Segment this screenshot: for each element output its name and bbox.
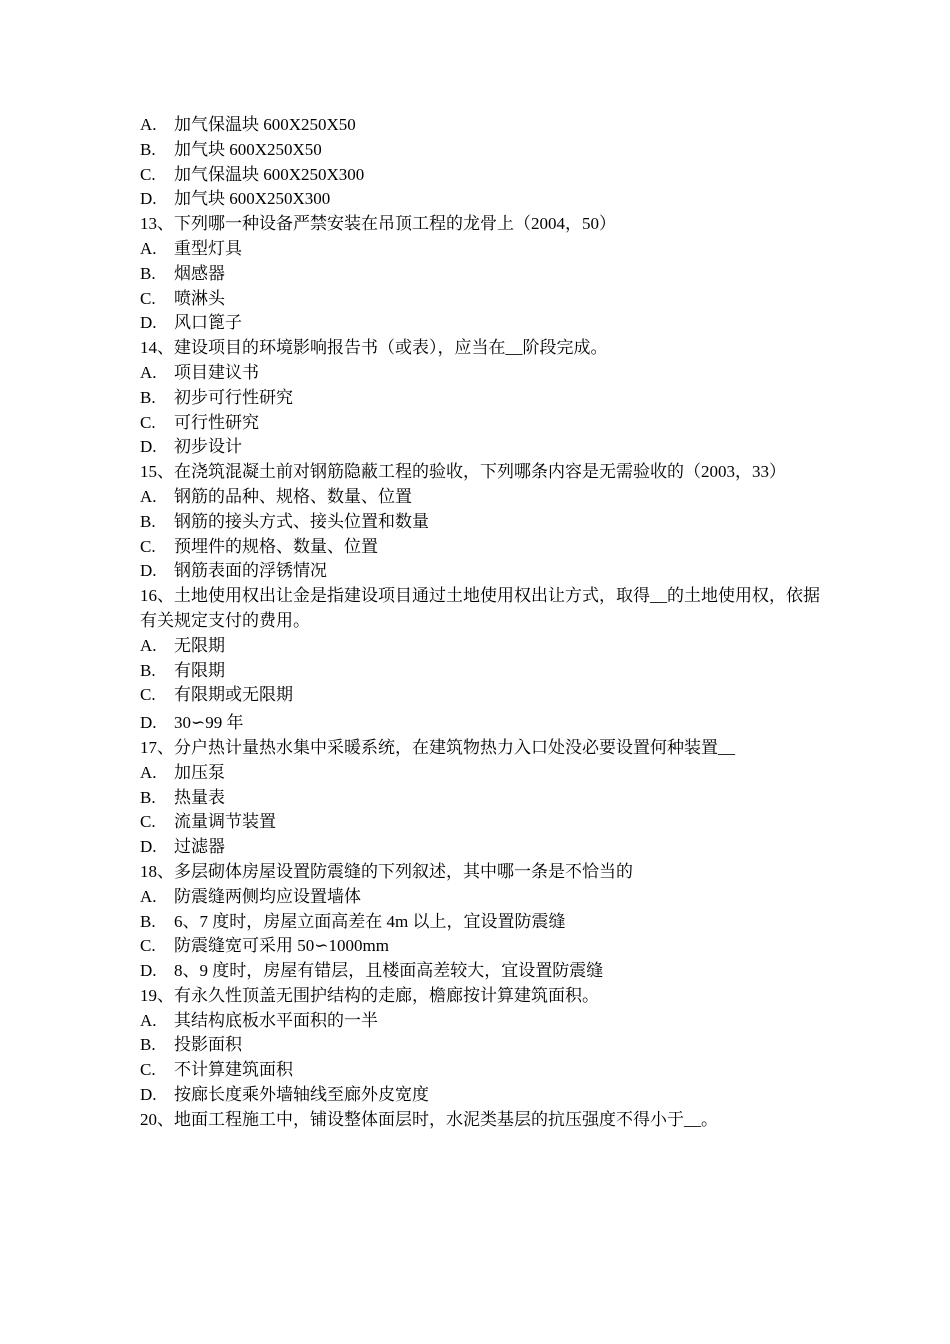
option-line — [140, 187, 820, 212]
option-line — [140, 934, 820, 959]
option-letter: C. — [140, 1060, 156, 1080]
option-letter: A. — [140, 238, 157, 258]
option-line — [140, 810, 820, 835]
option-line — [140, 386, 820, 411]
option-text: 无限期 — [174, 635, 225, 655]
option-letter: D. — [140, 437, 157, 457]
option-letter: B. — [140, 787, 156, 807]
option-text: 有限期或无限期 — [174, 685, 293, 705]
option-letter: D. — [140, 1085, 157, 1105]
option-text: 钢筋的接头方式、接头位置和数量 — [174, 511, 429, 531]
option-letter: D. — [140, 313, 157, 333]
option-letter: D. — [140, 961, 157, 981]
option-letter: C. — [140, 412, 156, 432]
option-line — [140, 835, 820, 860]
option-text: 按廊长度乘外墙轴线至廊外皮宽度 — [174, 1085, 429, 1105]
option-line — [140, 262, 820, 287]
option-text: 初步可行性研究 — [174, 387, 293, 407]
option-letter: B. — [140, 139, 156, 159]
option-letter: A. — [140, 486, 157, 506]
question-text: 16、土地使用权出让金是指建设项目通过土地使用权出让方式，取得__的土地使用权，依据有关规定支付的费用。 — [140, 586, 820, 630]
question-text: 13、下列哪一种设备严禁安装在吊顶工程的龙骨上（2004，50） — [140, 214, 616, 234]
option-letter: C. — [140, 536, 156, 556]
option-line — [140, 761, 820, 786]
option-line — [140, 885, 820, 910]
option-line — [140, 287, 820, 312]
option-text: 钢筋的品种、规格、数量、位置 — [174, 486, 412, 506]
option-line — [140, 1083, 820, 1108]
option-letter: B. — [140, 911, 156, 931]
option-text: 流量调节装置 — [174, 812, 276, 832]
option-line — [140, 113, 820, 138]
option-line — [140, 559, 820, 584]
option-text: 预埋件的规格、数量、位置 — [174, 536, 378, 556]
option-letter: B. — [140, 511, 156, 531]
option-text: 有限期 — [174, 660, 225, 680]
option-text: 加压泵 — [174, 762, 225, 782]
question-text: 15、在浇筑混凝土前对钢筋隐蔽工程的验收，下列哪条内容是无需验收的（2003，33） — [140, 462, 786, 482]
option-text: 钢筋表面的浮锈情况 — [174, 561, 327, 581]
option-letter: C. — [140, 936, 156, 956]
option-text: 加气块 600X250X300 — [174, 189, 331, 209]
option-letter: A. — [140, 886, 157, 906]
option-letter: B. — [140, 263, 156, 283]
option-text: 喷淋头 — [174, 288, 225, 308]
option-line — [140, 138, 820, 163]
option-line — [140, 959, 820, 984]
option-text: 加气保温块 600X250X50 — [174, 115, 356, 134]
question-text: 14、建设项目的环境影响报告书（或表），应当在__阶段完成。 — [140, 338, 608, 358]
option-text: 加气保温块 600X250X300 — [174, 164, 365, 184]
option-letter: A. — [140, 762, 157, 782]
option-letter: B. — [140, 660, 156, 680]
option-letter: A. — [140, 115, 157, 134]
option-text: 投影面积 — [174, 1035, 242, 1055]
option-text: 过滤器 — [174, 837, 225, 857]
option-line — [140, 786, 820, 811]
option-text: 烟感器 — [174, 263, 225, 283]
option-line — [140, 485, 820, 510]
option-text: 加气块 600X250X50 — [174, 139, 322, 159]
option-line — [140, 510, 820, 535]
option-line — [140, 1009, 820, 1034]
option-line — [140, 361, 820, 386]
option-text: 热量表 — [174, 787, 225, 807]
option-letter: C. — [140, 812, 156, 832]
option-letter: D. — [140, 713, 157, 733]
option-line — [140, 237, 820, 262]
option-letter: D. — [140, 561, 157, 581]
option-line — [140, 535, 820, 560]
option-text: 防震缝两侧均应设置墙体 — [174, 886, 361, 906]
option-text: 8、9 度时，房屋有错层，且楼面高差较大，宜设置防震缝 — [174, 961, 604, 981]
option-line — [140, 659, 820, 684]
option-text: 重型灯具 — [174, 238, 242, 258]
question-text: 19、有永久性顶盖无围护结构的走廊，檐廊按计算建筑面积。 — [140, 985, 599, 1005]
option-text: 初步设计 — [174, 437, 242, 457]
option-line — [140, 311, 820, 336]
option-letter: A. — [140, 635, 157, 655]
option-letter: D. — [140, 837, 157, 857]
option-text: 不计算建筑面积 — [174, 1060, 293, 1080]
option-line — [140, 1033, 820, 1058]
question-text: 18、多层砌体房屋设置防震缝的下列叙述，其中哪一条是不恰当的 — [140, 861, 633, 881]
option-letter: C. — [140, 288, 156, 308]
option-letter: A. — [140, 1010, 157, 1030]
option-text: 项目建议书 — [174, 362, 259, 382]
option-text: 防震缝宽可采用 50∽1000mm — [174, 936, 389, 956]
document-page — [140, 113, 820, 1133]
option-line — [140, 435, 820, 460]
option-line — [140, 683, 820, 708]
option-letter: A. — [140, 362, 157, 382]
option-letter: C. — [140, 685, 156, 705]
option-line — [140, 910, 820, 935]
option-text: 30∽99 年 — [174, 713, 244, 733]
question-text: 20、地面工程施工中，铺设整体面层时，水泥类基层的抗压强度不得小于__。 — [140, 1109, 718, 1129]
question-text: 17、分户热计量热水集中采暖系统，在建筑物热力入口处没必要设置何种装置__ — [140, 737, 735, 757]
option-line — [140, 1058, 820, 1083]
option-text: 风口篦子 — [174, 313, 242, 333]
option-letter: B. — [140, 387, 156, 407]
option-letter: D. — [140, 189, 157, 209]
option-line — [140, 163, 820, 188]
option-text: 6、7 度时，房屋立面高差在 4m 以上，宜设置防震缝 — [174, 911, 566, 931]
option-letter: C. — [140, 164, 156, 184]
option-line — [140, 634, 820, 659]
option-letter: B. — [140, 1035, 156, 1055]
option-text: 其结构底板水平面积的一半 — [174, 1010, 378, 1030]
option-line — [140, 711, 820, 736]
option-text: 可行性研究 — [174, 412, 259, 432]
option-line — [140, 411, 820, 436]
